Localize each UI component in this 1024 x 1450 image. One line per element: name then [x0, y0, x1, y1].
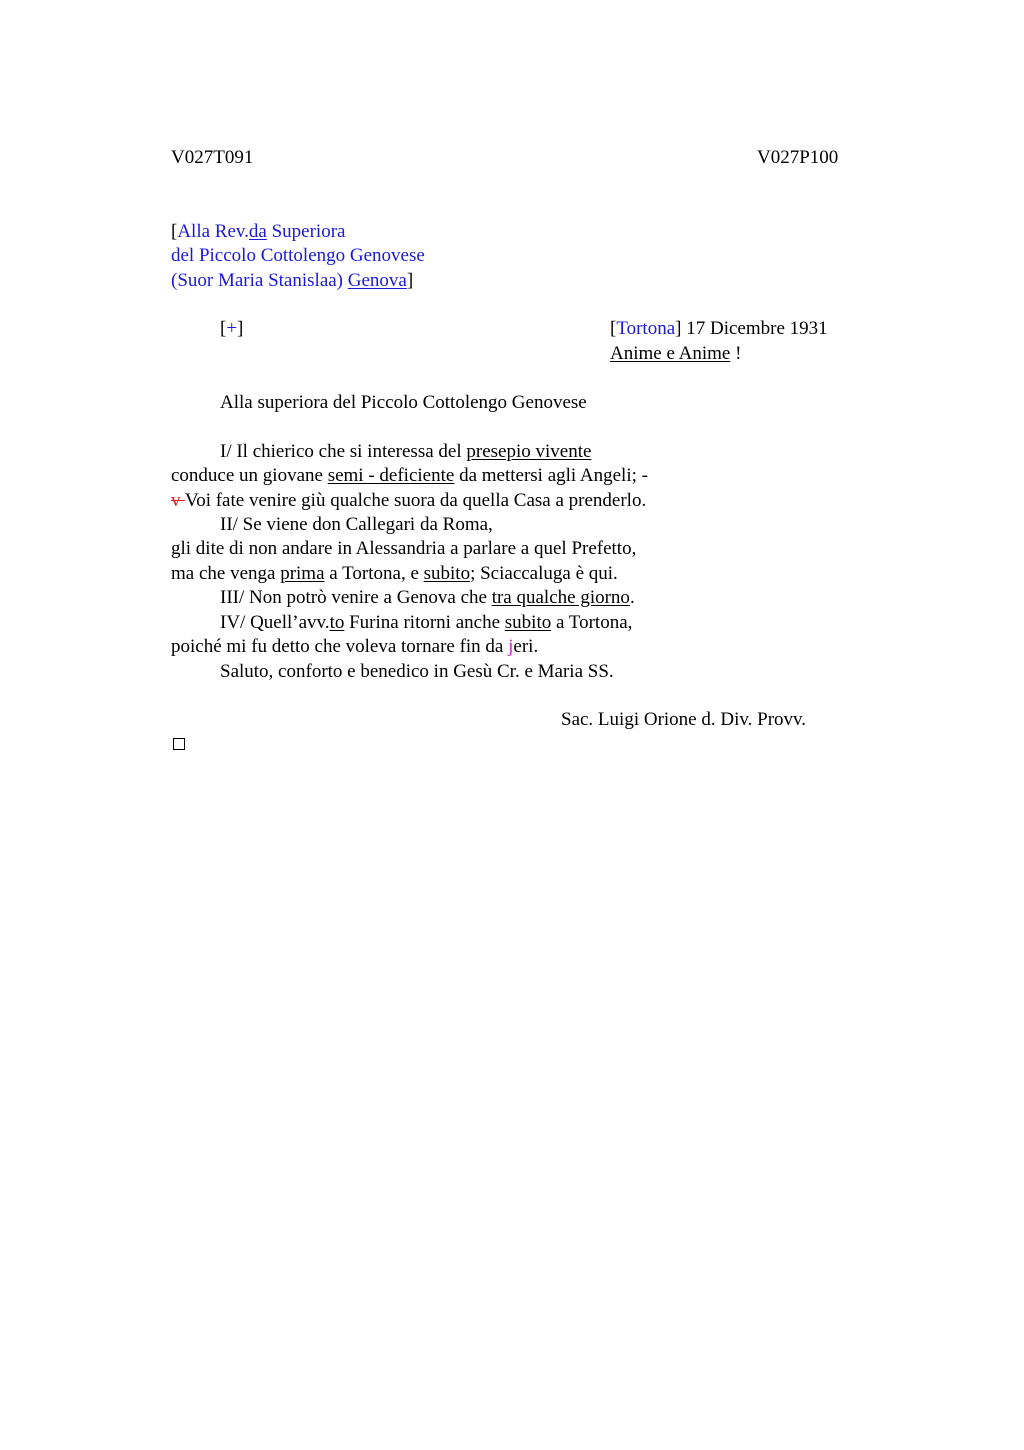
address-city: Genova	[347, 270, 407, 291]
body-line-2: conduce un giovane semi - deficiente da mettersi agli Angeli; -	[171, 465, 648, 486]
dateline-place: Tortona	[616, 318, 676, 339]
address-line-1	[171, 220, 345, 244]
address-rev-abbrev: da	[248, 221, 267, 242]
dateline: [Tortona] 17 Dicembre 1931	[610, 318, 828, 339]
body-line-5: gli dite di non andare in Alessandria a parlare a quel Prefetto,	[171, 538, 637, 559]
corrected-letter: j	[508, 636, 514, 657]
bracket-close: ]	[406, 270, 414, 291]
document-code-left: V027T091	[171, 147, 254, 168]
motto-text: Anime e Anime	[610, 343, 731, 364]
document-code-right: V027P100	[757, 147, 839, 168]
signature: Sac. Luigi Orione d. Div. Provv.	[561, 709, 807, 730]
address-line-2: del Piccolo Cottolengo Genovese	[171, 245, 425, 266]
deleted-text: v	[171, 490, 185, 511]
body-line-6: ma che venga prima a Tortona, e subito; Sciaccaluga è qui.	[171, 563, 618, 584]
body-line-8: IV/ Quell’avv.to Furina ritorni anche subito a Tortona,	[220, 612, 633, 633]
address-rev-text: Alla Rev.	[177, 221, 249, 242]
end-of-text-square-icon	[173, 738, 185, 750]
address-line-3	[171, 269, 413, 293]
body-line-3: v Voi fate venire giù qualche suora da quella Casa a prenderlo.	[171, 490, 647, 511]
body-line-7: III/ Non potrò venire a Genova che tra qualche giorno.	[220, 587, 635, 608]
body-line-1: I/ Il chierico che si interessa del presepio vivente	[220, 441, 592, 462]
body-line-4: II/ Se viene don Callegari da Roma,	[220, 514, 493, 535]
salutation: Alla superiora del Piccolo Cottolengo Genovese	[220, 392, 587, 413]
dateline-date: 17 Dicembre 1931	[681, 318, 828, 339]
body-line-10: Saluto, conforto e benedico in Gesù Cr. e Maria SS.	[220, 661, 614, 682]
cross-symbol: +	[226, 318, 238, 339]
address-addressee: (Suor Maria Stanislaa)	[171, 270, 348, 291]
bracket-open: [	[171, 221, 178, 242]
motto: Anime e Anime !	[610, 343, 742, 364]
body-line-9: poiché mi fu detto che voleva tornare fin da jeri.	[171, 636, 539, 657]
address-superiora: Superiora	[266, 221, 346, 242]
cross-mark: [+]	[220, 318, 244, 339]
